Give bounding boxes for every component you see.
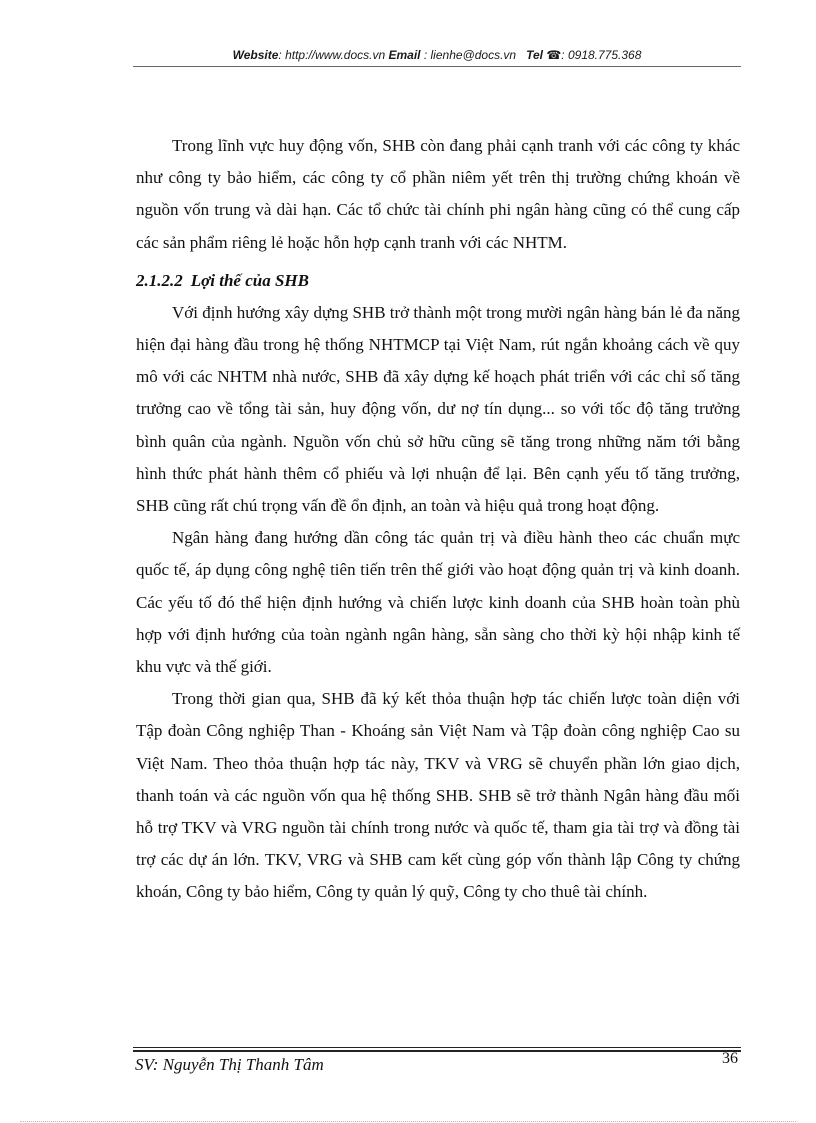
section-heading — [136, 265, 740, 297]
footer-student-name: SV: Nguyễn Thị Thanh Tâm — [135, 1055, 324, 1074]
tel-value: : 0918.775.368 — [561, 48, 642, 62]
email-label: Email — [388, 48, 421, 62]
email-value: : lienhe@docs.vn — [423, 48, 517, 62]
section-number: 2.1.2.2 — [136, 270, 183, 290]
paragraph-1: Trong lĩnh vực huy động vốn, SHB còn đang phải cạnh tranh với các công ty khác như công ty bảo hiểm, các công ty cổ phần niêm yết trên thị trường chứng khoán về nguồn vốn trung và dài hạn. Các tổ chức tài chính phi ngân hàng cũng có thể cung cấp các sản phẩm riêng lẻ hoặc hỗn hợp cạnh tranh với các NHTM. — [136, 136, 740, 252]
page-number: 36 — [722, 1050, 738, 1067]
phone-icon: ☎ — [546, 48, 562, 62]
tel-label: Tel — [526, 48, 543, 62]
website-value: : http://www.docs.vn — [278, 48, 386, 62]
footer-divider-top — [133, 1047, 741, 1048]
paragraph-2: Với định hướng xây dựng SHB trở thành một trong mười ngân hàng bán lẻ đa năng hiện đại hàng đầu trong hệ thống NHTMCP tại Việt Nam, rút ngắn khoảng cách về quy mô với các NHTM nhà nước, SHB đã xây dựng kế hoạch phát triển với các chỉ số tăng trưởng cao về tổng tài sản, huy động vốn, dư nợ tín dụng... so với tốc độ tăng trưởng bình quân của ngành. Nguồn vốn chủ sở hữu cũng sẽ tăng trong những năm tới bằng hình thức phát hành thêm cổ phiếu và lợi nhuận để lại. Bên cạnh yếu tố tăng trưởng, SHB cũng rất chú trọng vấn đề ổn định, an toàn và hiệu quả trong hoạt động. — [136, 302, 740, 516]
section-title: Lợi thế của SHB — [190, 270, 309, 290]
page-edge-divider — [20, 1121, 796, 1122]
footer-divider-bottom — [133, 1050, 741, 1052]
paragraph-4: Trong thời gian qua, SHB đã ký kết thỏa thuận hợp tác chiến lược toàn diện với Tập đoàn Công nghiệp Than - Khoáng sản Việt Nam và Tập đoàn công nghiệp Cao su Việt Nam. Theo thỏa thuận hợp tác này, TKV và VRG sẽ chuyển phần lớn giao dịch, thanh toán và các nguồn vốn qua hệ thống SHB. SHB sẽ trở thành Ngân hàng đầu mối hỗ trợ TKV và VRG nguồn tài chính trong nước và quốc tế, tham gia tài trợ và đồng tài trợ các dự án lớn. TKV, VRG và SHB cam kết cùng góp vốn thành lập Công ty chứng khoán, Công ty bảo hiểm, Công ty quản lý quỹ, Công ty cho thuê tài chính. — [136, 689, 740, 902]
header-divider — [133, 66, 741, 67]
page-header — [133, 48, 741, 62]
paragraph-3: Ngân hàng đang hướng dần công tác quản trị và điều hành theo các chuẩn mực quốc tế, áp dụng công nghệ tiên tiến trên thế giới vào hoạt động quản trị và kinh doanh. Các yếu tố đó thể hiện định hướng và chiến lược kinh doanh của SHB hoàn toàn phù hợp với định hướng của toàn ngành ngân hàng, sẵn sàng cho thời kỳ hội nhập kinh tế khu vực và thế giới. — [136, 528, 740, 677]
document-body — [136, 130, 740, 909]
website-label: Website — [232, 48, 279, 62]
